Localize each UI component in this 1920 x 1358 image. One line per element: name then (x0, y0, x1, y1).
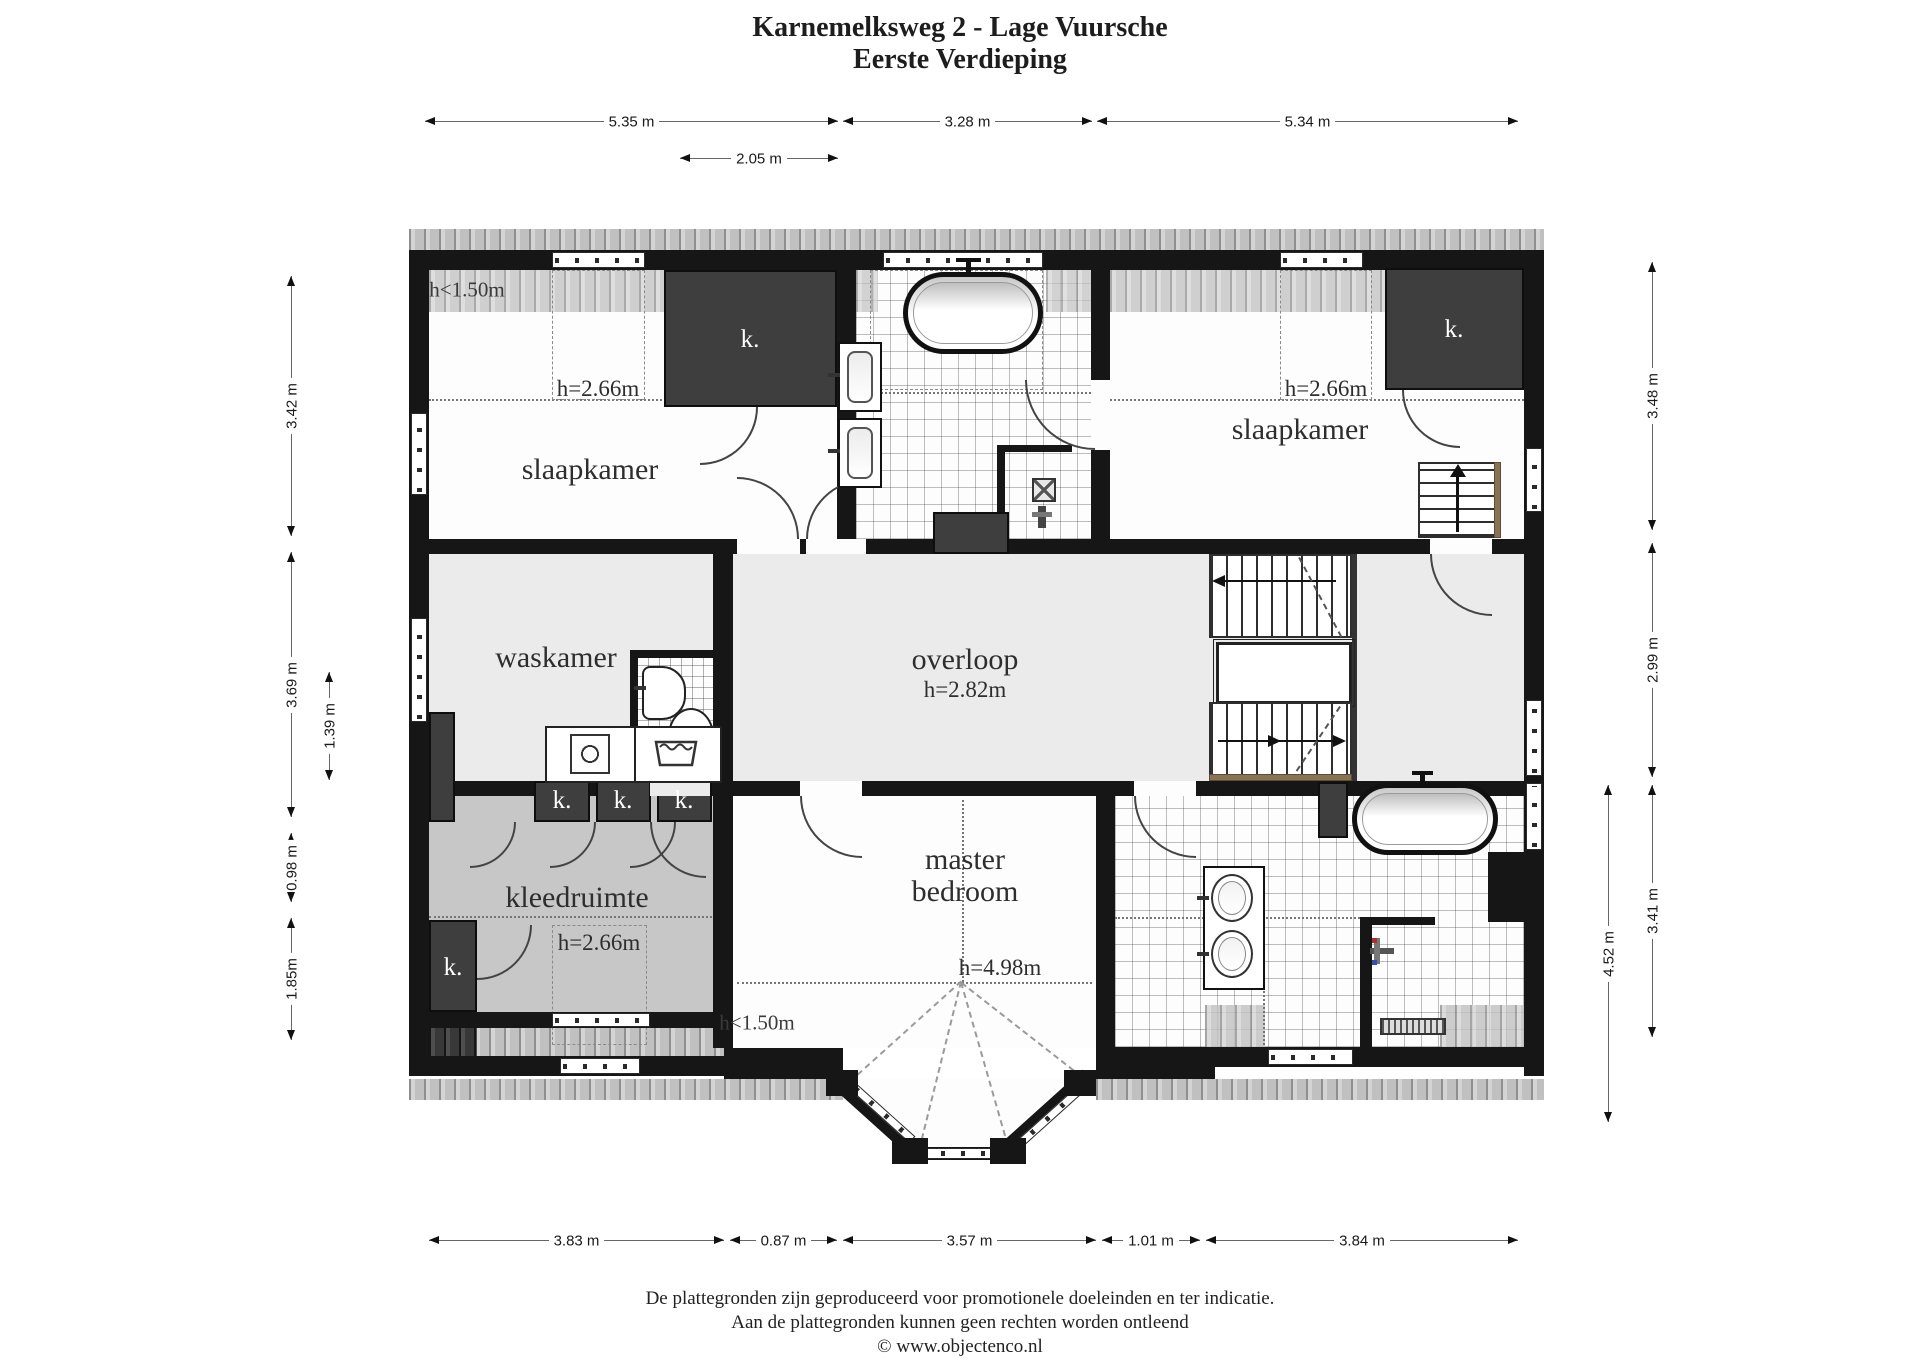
ceiling-line (737, 982, 1092, 984)
window-dormer-left (552, 252, 645, 268)
closet-laundry (429, 712, 455, 822)
stairs-arrow-right (1333, 735, 1346, 747)
wall-master-ensuite (1096, 796, 1115, 1079)
roof-slope-dressing-closet (429, 1028, 477, 1056)
ceiling-height-label: h=2.66m (1284, 376, 1368, 401)
ceiling-height-label: h=2.66m (556, 376, 640, 401)
bay-post (826, 1070, 858, 1096)
wall-master-bottom-right (1096, 1047, 1215, 1079)
bathtub (903, 272, 1043, 354)
closet-ensuite-pillar (1318, 782, 1348, 838)
roof-edge-bottom-right (1096, 1079, 1544, 1100)
dim-label: 3.48 m (1645, 368, 1662, 424)
window-dressing-outer (560, 1058, 640, 1074)
stairs-wood-edge (1209, 774, 1352, 781)
sink-basin (1211, 930, 1253, 978)
sink (838, 418, 882, 488)
dim-line-right-2 (1644, 543, 1662, 777)
stairs-attic-line (1456, 470, 1459, 532)
dim-label: 3.41 m (1645, 883, 1662, 939)
dim-label: 4.52 m (1601, 926, 1618, 982)
dim-line-top-3 (1097, 113, 1518, 131)
room-label-dressing: kleedruimte (505, 881, 649, 914)
dim-line-bottom-5 (1206, 1232, 1518, 1250)
disclaimer-line-1: De plattegronden zijn geproduceerd voor promotionele doeleinden en ter indicatie. (645, 1288, 1275, 1309)
page-title: Karnemelksweg 2 - Lage Vuursche (752, 12, 1168, 43)
sink-faucet-icon (828, 373, 840, 377)
dim-line-top-inner (680, 150, 838, 168)
window-left-laundry (411, 618, 427, 722)
roof-slope-ensuite-right (1440, 1005, 1524, 1047)
sink-faucet-icon (634, 686, 646, 690)
room-label-bedroom-left: slaapkamer (521, 453, 659, 486)
dim-line-bottom-2 (730, 1232, 837, 1250)
wall-toilet-top (630, 650, 721, 658)
closet-label: k. (613, 787, 633, 814)
closet-label: k. (552, 787, 572, 814)
dim-line-left-inner (321, 672, 339, 780)
stairs-direction-line (1222, 580, 1336, 582)
dim-label: 2.99 m (1645, 632, 1662, 688)
bath-mat (933, 512, 1009, 554)
room-label-master-1: master (925, 843, 1005, 876)
low-ceiling-label: h<1.50m (719, 1010, 795, 1035)
wall-right (1524, 250, 1544, 1076)
sink-faucet-icon (1197, 952, 1209, 956)
roof-slope-ensuite-left (1205, 1005, 1265, 1047)
shower-faucet-icon (1038, 506, 1046, 528)
bath-faucet-icon (1412, 771, 1433, 775)
dim-label: 3.57 m (942, 1233, 998, 1250)
dim-label: 1.01 m (1123, 1233, 1179, 1250)
stair-well (1216, 642, 1352, 704)
stairs-upper-flight (1209, 554, 1352, 638)
dim-label: 2.05 m (731, 151, 787, 168)
dim-line-right-1 (1644, 262, 1662, 530)
door-gap (1134, 781, 1196, 796)
roof-edge-bottom-left (409, 1079, 843, 1100)
low-ceiling-label: h<1.50m (429, 277, 505, 302)
dim-label: 1.85m (284, 953, 301, 1005)
closet-label: k. (740, 326, 760, 353)
closet-label: k. (674, 787, 694, 814)
door-gap (737, 539, 800, 554)
dim-label: 1.39 m (322, 698, 339, 754)
dim-line-bottom-3 (843, 1232, 1096, 1250)
dim-line-left-3 (283, 833, 301, 902)
sink (838, 342, 882, 412)
door-gap (1430, 539, 1492, 554)
wall-ensuite-bottom (1215, 1047, 1524, 1067)
sink-faucet-icon (1197, 896, 1209, 900)
wall-stairwell-side (1352, 554, 1357, 781)
window-dressing-inner (552, 1013, 650, 1027)
room-label-laundry: waskamer (495, 641, 617, 674)
stairs-arrow-left (1212, 575, 1225, 587)
copyright: © www.objectenco.nl (877, 1336, 1043, 1357)
room-label-bedroom-right: slaapkamer (1231, 413, 1369, 446)
faucet-cold-dot (1372, 960, 1377, 965)
wall-shower-center-h (997, 445, 1072, 452)
ceiling-height-label: h=2.66m (557, 930, 641, 955)
dim-label: 3.84 m (1334, 1233, 1390, 1250)
window-right-ensuite (1526, 783, 1542, 850)
door-gap (800, 781, 862, 796)
ceiling-height-label: h=2.82m (923, 677, 1007, 702)
dim-line-left-1 (283, 276, 301, 536)
closet-label: k. (443, 954, 463, 981)
disclaimer-line-2: Aan de plattegronden kunnen geen rechten worden ontleend (731, 1312, 1189, 1333)
room-label-landing: overloop (911, 643, 1019, 676)
dim-line-bottom-4 (1102, 1232, 1200, 1250)
laundry-basket-icon (652, 738, 700, 768)
dim-label: 3.83 m (549, 1233, 605, 1250)
dim-label: 0.87 m (756, 1233, 812, 1250)
dim-label: 3.69 m (284, 657, 301, 713)
window-dormer-right (1280, 252, 1363, 268)
sink-basin (1211, 874, 1253, 922)
roof-edge-top (409, 229, 1544, 250)
dim-line-left-4 (283, 918, 301, 1040)
door-gap (806, 539, 866, 554)
dim-line-bottom-1 (429, 1232, 724, 1250)
bay-post (990, 1138, 1026, 1164)
ceiling-height-label: h=4.98m (958, 955, 1042, 980)
closet-label: k. (1444, 316, 1464, 343)
wall-ensuite-right-block (1488, 852, 1524, 922)
washing-machine-icon (570, 734, 610, 774)
window-left-bedroom (411, 413, 427, 495)
shower-drain-icon (1032, 478, 1056, 502)
window-right-landing (1526, 700, 1542, 776)
window-right-bedroom (1526, 448, 1542, 512)
room-label-master-2: bedroom (911, 875, 1019, 908)
dim-label: 0.98 m (284, 840, 301, 896)
dim-label: 3.28 m (940, 114, 996, 131)
bathtub-ensuite (1352, 783, 1498, 855)
faucet-hot-dot (1372, 938, 1377, 943)
dim-line-right-outer (1600, 785, 1618, 1122)
stairs-arrow-up (1450, 464, 1466, 477)
dim-line-right-3 (1644, 785, 1662, 1037)
wall-shower-ensuite-h (1360, 917, 1435, 925)
bay-post (892, 1138, 928, 1164)
shower-drain-strip (1380, 1018, 1446, 1035)
stairs-arrow-right (1268, 735, 1281, 747)
bay-post (1064, 1070, 1096, 1096)
dim-line-top-1 (425, 113, 838, 131)
shower-faucet-icon (1032, 512, 1052, 517)
page-subtitle: Eerste Verdieping (853, 44, 1067, 75)
dim-label: 5.35 m (604, 114, 660, 131)
bath-faucet-icon (956, 258, 981, 262)
dim-label: 3.42 m (284, 378, 301, 434)
window-ensuite-bottom (1268, 1049, 1353, 1065)
sink-faucet-icon (828, 449, 840, 453)
stairs-wood-edge (1494, 462, 1501, 538)
dim-line-top-2 (843, 113, 1092, 131)
ceiling-line (429, 916, 724, 918)
roof-slope-bath-right (1046, 268, 1091, 312)
wall-shower-ensuite-v (1360, 917, 1372, 1047)
dim-line-left-2 (283, 552, 301, 817)
dim-label: 5.34 m (1280, 114, 1336, 131)
